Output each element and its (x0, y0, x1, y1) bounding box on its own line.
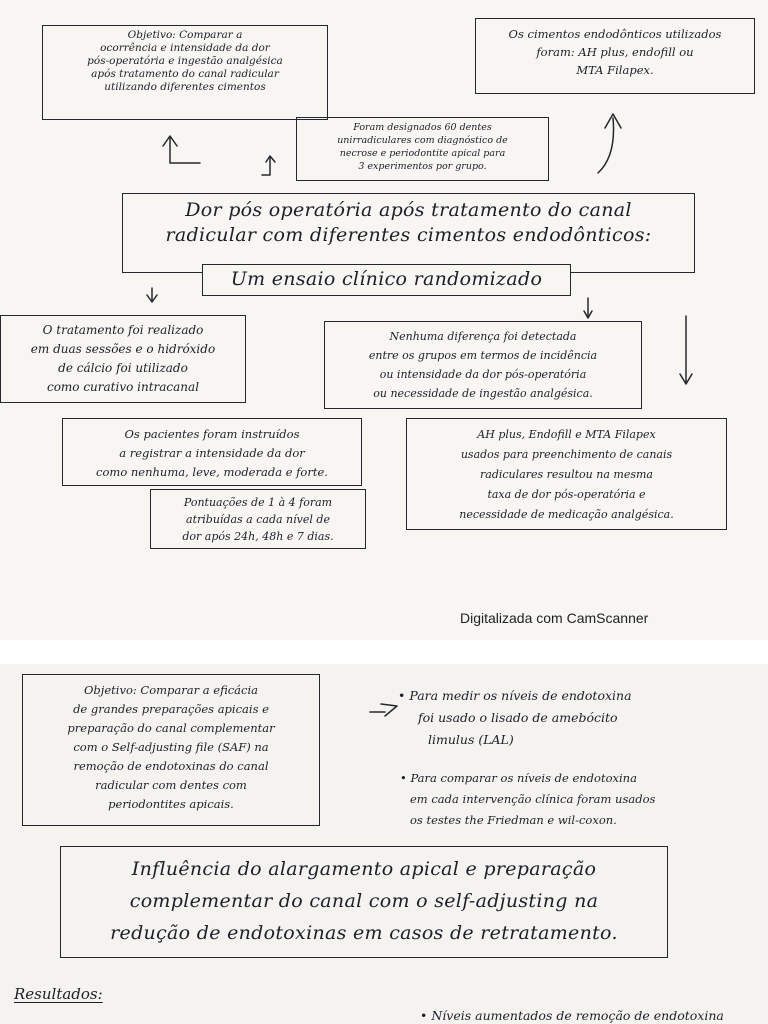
objective-line: utilizando diferentes cimentos (104, 81, 266, 93)
no-difference-line: ou intensidade da dor pós-operatória (379, 368, 587, 381)
results-heading: Resultados: (14, 985, 103, 1003)
lal-bullet-line: foi usado o lisado de amebócito (418, 710, 618, 725)
page-title (122, 193, 695, 273)
tests-bullet-line: os testes the Friedman e wil-coxon. (410, 813, 617, 827)
page-separator (0, 640, 768, 664)
conclusion-line: taxa de dor pós-operatória e (487, 488, 646, 501)
objective2-line: Objetivo: Comparar a eficácia (83, 683, 259, 697)
no-difference-line: entre os grupos em termos de incidência (368, 349, 598, 362)
no-difference-box (324, 321, 642, 409)
no-difference-line: ou necessidade de ingestão analgésica. (373, 387, 593, 400)
cements-box (475, 18, 755, 94)
page-title-2 (60, 846, 668, 958)
instructed-line: como nenhuma, leve, moderada e forte. (96, 465, 328, 479)
treatment-line: em duas sessões e o hidróxido (30, 342, 216, 356)
lal-bullet-line: limulus (LAL) (428, 732, 514, 747)
tests-bullet (400, 768, 655, 831)
objective-line: ocorrência e intensidade da dor (100, 42, 270, 54)
instructed-box (62, 418, 362, 486)
camscanner-watermark: Digitalizada com CamScanner (460, 610, 649, 626)
conclusion-line: necessidade de medicação analgésica. (459, 508, 674, 521)
objective2-line: com o Self-adjusting file (SAF) na (73, 740, 269, 754)
tests-bullet-line: em cada intervenção clínica foram usados (410, 792, 656, 806)
patients-line: Foram designados 60 dentes (353, 122, 492, 133)
objective-box (42, 25, 328, 120)
treatment-line: O tratamento foi realizado (42, 323, 204, 337)
conclusion-line: AH plus, Endofill e MTA Filapex (477, 428, 656, 441)
objective-line: Objetivo: Comparar a (127, 29, 243, 41)
instructed-line: Os pacientes foram instruídos (124, 427, 300, 441)
objective2-line: remoção de endotoxinas do canal (73, 759, 269, 773)
scores-line: dor após 24h, 48h e 7 dias. (182, 530, 334, 543)
patients-box (296, 117, 549, 181)
cements-line: Os cimentos endodônticos utilizados (508, 27, 722, 41)
objective-line: pós-operatória e ingestão analgésica (87, 55, 283, 67)
title2-line: redução de endotoxinas em casos de retratamento. (110, 922, 618, 944)
no-difference-line: Nenhuma diferença foi detectada (389, 330, 577, 343)
scores-line: Pontuações de 1 à 4 foram (183, 496, 333, 509)
objective2-line: periodontites apicais. (108, 797, 234, 811)
objective2-line: radicular com dentes com (95, 778, 247, 792)
treatment-line: como curativo intracanal (46, 380, 200, 394)
objective2-line: de grandes preparações apicais e (73, 702, 269, 716)
cements-line: MTA Filapex. (576, 63, 654, 77)
title2-line: complementar do canal com o self-adjusting na (129, 890, 599, 912)
title-line: radicular com diferentes cimentos endodônticos: (165, 224, 652, 246)
conclusion-line: usados para preenchimento de canais (460, 448, 673, 461)
title-subtitle-box (202, 264, 571, 296)
tests-bullet-line: • Para comparar os níveis de endotoxina (400, 771, 637, 785)
title-line: Dor pós operatória após tratamento do canal (185, 199, 632, 221)
patients-line: unirradiculares com diagnóstico de (337, 135, 508, 146)
title-subtitle: Um ensaio clínico randomizado (230, 268, 543, 290)
title2-line: Influência do alargamento apical e preparação (131, 858, 597, 880)
conclusion-line: radiculares resultou na mesma (480, 468, 653, 481)
scores-box (150, 489, 366, 549)
objective-line: após tratamento do canal radicular (91, 68, 279, 80)
treatment-box (0, 315, 246, 403)
lal-bullet-line: • Para medir os níveis de endotoxina (398, 688, 632, 703)
cements-line: foram: AH plus, endofill ou (536, 45, 694, 59)
patients-line: 3 experimentos por grupo. (358, 161, 487, 172)
objective2-line: preparação do canal complementar (67, 721, 275, 735)
instructed-line: a registrar a intensidade da dor (119, 446, 305, 460)
patients-line: necrose e periodontite apical para (339, 148, 506, 159)
lal-bullet (398, 685, 632, 751)
results-partial-text: • Níveis aumentados de remoção de endotoxina (420, 1008, 724, 1023)
conclusion-box (406, 418, 727, 530)
treatment-line: de cálcio foi utilizado (58, 361, 188, 375)
scores-line: atribuídas a cada nível de (186, 513, 330, 526)
objective-box-2 (22, 674, 320, 826)
